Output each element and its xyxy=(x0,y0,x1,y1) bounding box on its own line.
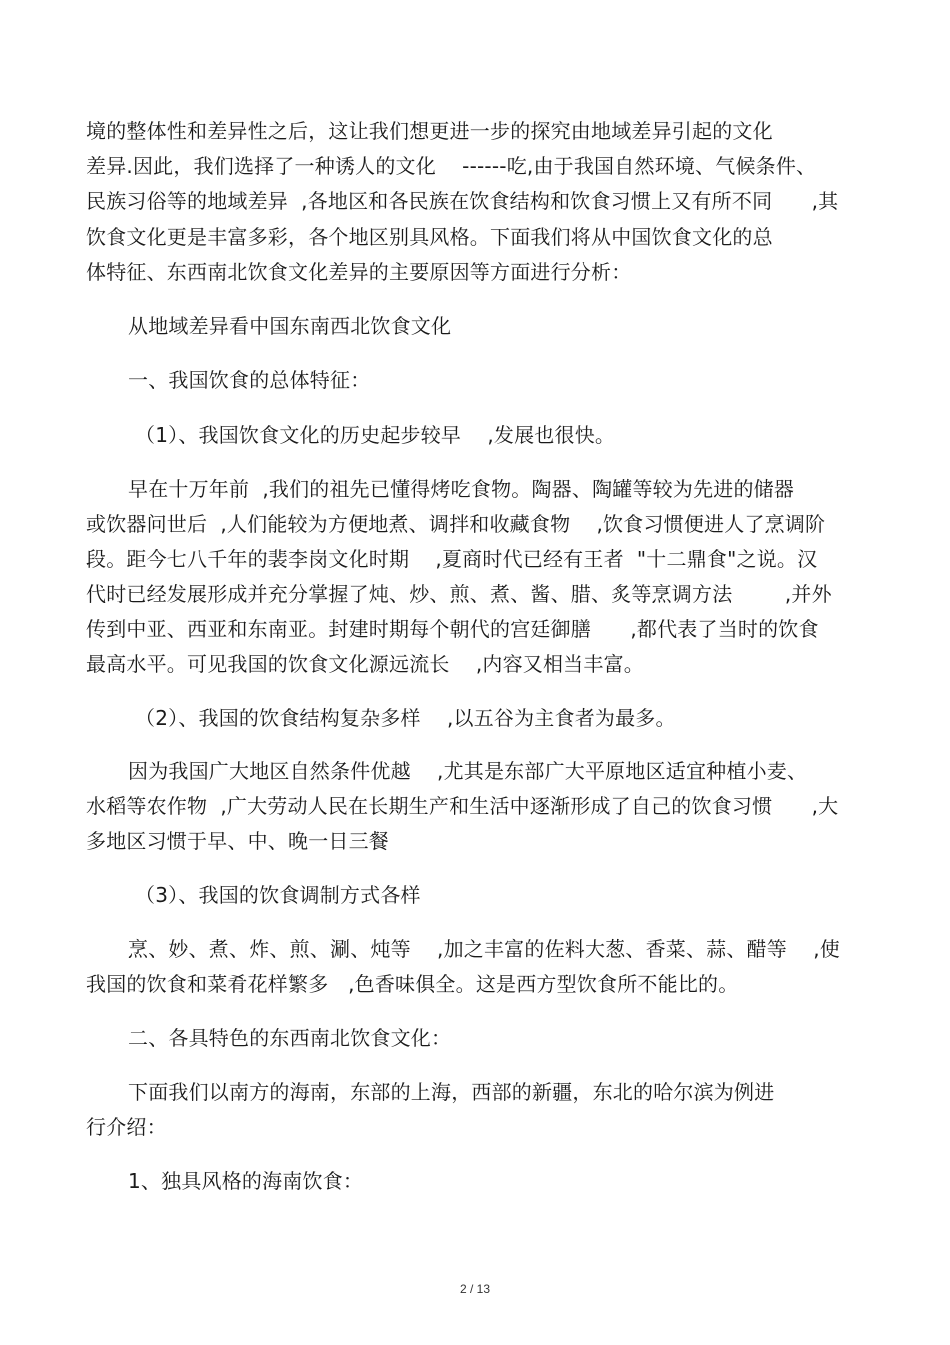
section-1-sub-3-heading: （3）、我国的饮食调制方式各样 xyxy=(135,883,421,907)
section-2-sub-1-heading: 1、独具风格的海南饮食： xyxy=(128,1169,364,1193)
intro-line-1: 境的整体性和差异性之后，这让我们想更进一步的探究由地域差异引起的文化 xyxy=(86,119,773,143)
sub1-line-6: 最高水平。可见我国的饮食文化源远流长 ,内容又相当丰富。 xyxy=(86,652,644,676)
section-1-sub-1-heading: （1）、我国饮食文化的历史起步较早 ,发展也很快。 xyxy=(135,423,616,447)
intro-line-3: 民族习俗等的地域差异 ,各地区和各民族在饮食结构和饮食习惯上又有所不同 ,其 xyxy=(86,189,839,213)
sub1-line-3: 段。距今七八千年的裴李岗文化时期 ,夏商时代已经有王者 "十二鼎食"之说。汉 xyxy=(86,547,818,571)
intro-line-5: 体特征、东西南北饮食文化差异的主要原因等方面进行分析： xyxy=(86,260,632,284)
section-2-heading: 二、各具特色的东西南北饮食文化： xyxy=(128,1026,452,1050)
section2-line-2: 行介绍： xyxy=(86,1115,167,1139)
section-1-sub-2-heading: （2）、我国的饮食结构复杂多样 ,以五谷为主食者为最多。 xyxy=(135,706,676,730)
intro-line-4: 饮食文化更是丰富多彩，各个地区别具风格。下面我们将从中国饮食文化的总 xyxy=(86,225,773,249)
sub1-line-4: 代时已经发展形成并充分掌握了炖、炒、煎、煮、酱、腊、炙等烹调方法 ,并外 xyxy=(86,582,832,606)
sub2-line-1: 因为我国广大地区自然条件优越 ,尤其是东部广大平原地区适宜种植小麦、 xyxy=(128,759,808,783)
sub1-line-5: 传到中亚、西亚和东南亚。封建时期每个朝代的宫廷御膳 ,都代表了当时的饮食 xyxy=(86,617,819,641)
document-title: 从地域差异看中国东南西北饮食文化 xyxy=(128,314,452,338)
page-indicator: 2 / 13 xyxy=(459,1282,491,1296)
section-1-heading: 一、我国饮食的总体特征： xyxy=(128,368,371,392)
sub2-line-2: 水稻等农作物 ,广大劳动人民在长期生产和生活中逐渐形成了自己的饮食习惯 ,大 xyxy=(86,794,839,818)
sub1-line-2: 或饮器问世后 ,人们能较为方便地煮、调拌和收藏食物 ,饮食习惯便进人了烹调阶 xyxy=(86,512,826,536)
sub1-line-1: 早在十万年前 ,我们的祖先已懂得烤吃食物。陶器、陶罐等较为先进的储器 xyxy=(128,477,795,501)
section2-line-1: 下面我们以南方的海南，东部的上海，西部的新疆，东北的哈尔滨为例进 xyxy=(128,1080,775,1104)
sub3-line-2: 我国的饮食和菜肴花样繁多 ,色香味俱全。这是西方型饮食所不能比的。 xyxy=(86,972,739,996)
sub3-line-1: 烹、妙、煮、炸、煎、涮、炖等 ,加之丰富的佐料大葱、香菜、蒜、醋等 ,使 xyxy=(128,937,840,961)
intro-line-2: 差异.因此，我们选择了一种诱人的文化 ------吃,由于我国自然环境、气候条件、 xyxy=(86,154,817,178)
sub2-line-3: 多地区习惯于早、中、晚一日三餐 xyxy=(86,829,389,853)
